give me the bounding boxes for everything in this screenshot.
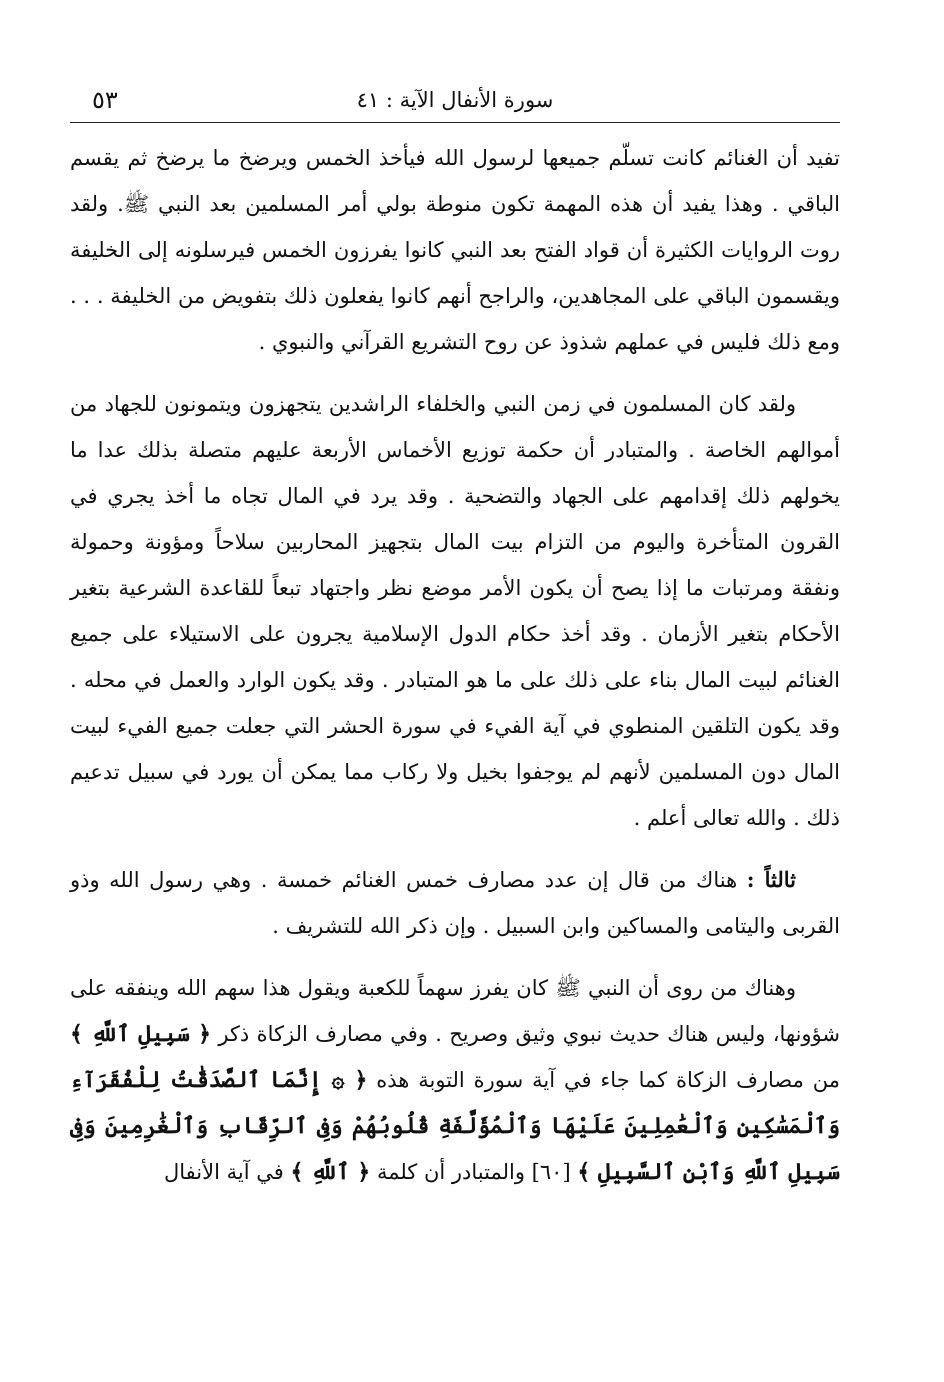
paragraph-4-text-after: والمتبادر أن كلمة	[376, 1160, 525, 1184]
running-header	[70, 70, 840, 123]
paragraph-3	[70, 857, 840, 949]
quran-quote-3: ﴿ ٱللَّهِ ﴾	[290, 1159, 371, 1185]
section-label: ثالثاً :	[746, 867, 797, 892]
paragraph-4	[70, 965, 840, 1195]
paragraph-4-text-middle: من مصارف الزكاة كما جاء في آية سورة التوبة هذه	[376, 1068, 841, 1092]
paragraph-1-text: تفيد أن الغنائم كانت تسلّم جميعها لرسول الله فيأخذ الخمس ويرضخ ما يرضخ ثم يقسم الباقي . وهذا يفيد أن هذه المهمة تكون منوطة بولي أمر المسلمين بعد النبي ﷺ. ولقد روت الروايات الكثيرة أن قواد الفتح بعد النبي كانوا يفرزون الخمس فيرسلونه إلى الخليفة ويقسمون الباقي على المجاهدين، والراجح أنهم كانوا يفعلون ذلك بتفويض من الخليفة . . . ومع ذلك فليس في عملهم شذوذ عن روح التشريع القرآني والنبوي .	[70, 146, 840, 354]
quran-quote-1: ﴿ سَبِيلِ ٱللَّهِ ﴾	[70, 1021, 211, 1047]
paragraph-4-text-before: وهناك من روى أن النبي ﷺ كان يفرز سهماً للكعبة ويقول هذا سهم الله وينفقه على شؤونها، وليس هناك حديث نبوي وثيق وصريح . وفي مصارف الزكاة ذكر	[70, 976, 841, 1046]
paragraph-3-text: هناك من قال إن عدد مصارف خمس الغنائم خمسة . وهي رسول الله وذو القربى واليتامى والمساكين وابن السبيل . وإن ذكر الله للتشريف .	[70, 868, 840, 938]
chapter-title: سورة الأنفال الآية : ٤١	[356, 88, 554, 112]
book-page	[70, 70, 840, 1211]
quran-quote-2: ﴿ ۞ إِنَّمَا ٱلصَّدَقَٰتُ لِلْفُقَرَآءِ وَٱلْمَسَٰكِينِ وَٱلْعَٰمِلِينَ عَلَيْهَا وَٱلْمُؤَلَّفَةِ قُلُوبُهُمْ وَفِى ٱلرِّقَابِ وَٱلْغَٰرِمِينَ وَفِى سَبِيلِ ٱللَّهِ وَٱبْنِ ٱلسَّبِيلِ ﴾	[70, 1067, 840, 1185]
page-number: ٥٣	[92, 86, 118, 114]
paragraph-2-text: ولقد كان المسلمون في زمن النبي والخلفاء الراشدين يتجهزون ويتمونون للجهاد من أموالهم الخاصة . والمتبادر أن حكمة توزيع الأخماس الأربعة عليهم متصلة بذلك عدا ما يخولهم ذلك إقدامهم على الجهاد والتضحية . وقد يرد في المال تجاه ما أخذ يجري في القرون المتأخرة واليوم من التزام بيت المال بتجهيز المحاربين سلاحاً ومؤونة وحمولة ونفقة ومرتبات ما إذا يصح أن يكون الأمر موضع نظر واجتهاد تبعاً للقاعدة الشرعية بتغير الأحكام بتغير الأزمان . وقد أخذ حكام الدول الإسلامية يجرون على الاستيلاء على جميع الغنائم لبيت المال بناء على ذلك على ما هو المتبادر . وقد يكون الوارد والعمل في محله . وقد يكون التلقين المنطوي في آية الفيء في سورة الحشر التي جعلت جميع الفيء لبيت المال دون المسلمين لأنهم لم يوجفوا بخيل ولا ركاب مما يمكن أن يورد في سبيل تدعيم ذلك . والله تعالى أعلم .	[70, 392, 840, 830]
paragraph-2	[70, 381, 840, 841]
verse-reference: [٦٠]	[531, 1160, 571, 1184]
paragraph-1	[70, 135, 840, 365]
body-text	[70, 135, 840, 1195]
paragraph-4-text-end: في آية الأنفال	[164, 1160, 284, 1184]
